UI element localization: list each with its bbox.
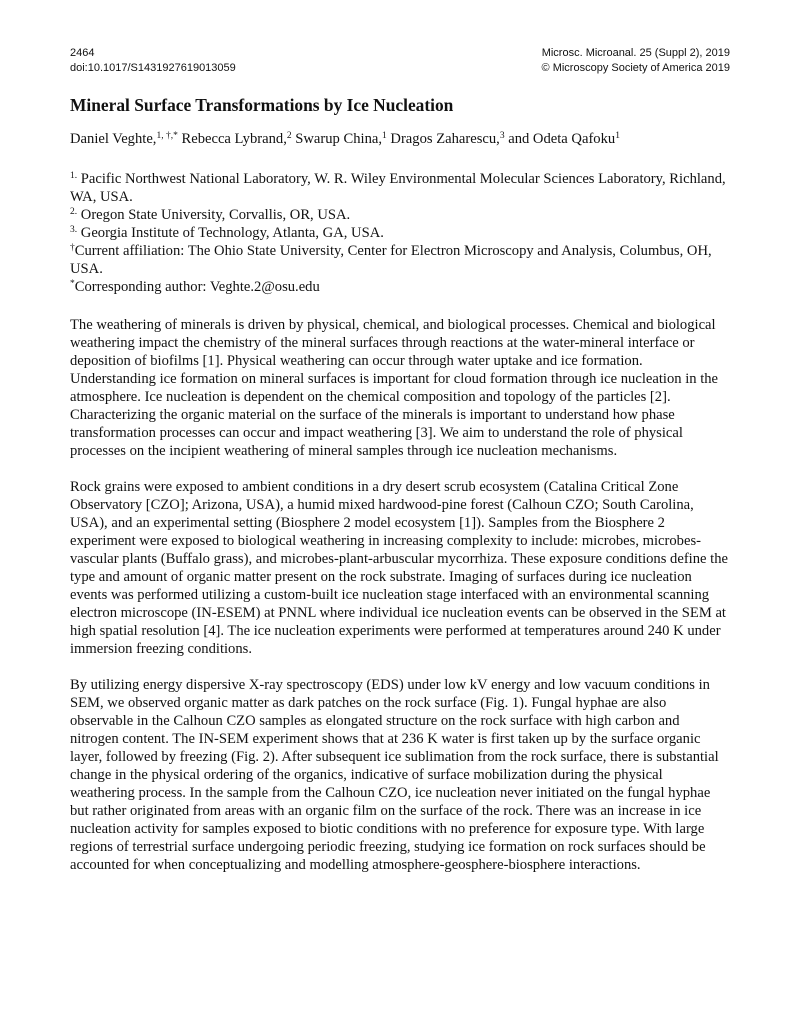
affiliation-text: Georgia Institute of Technology, Atlanta, GA, USA. bbox=[77, 225, 384, 241]
page-number: 2464 bbox=[70, 47, 95, 59]
affiliation-item bbox=[70, 278, 730, 296]
running-header-left bbox=[70, 46, 236, 76]
body-paragraph: The weathering of minerals is driven by physical, chemical, and biological processes. Chemical and biological weathering impact the chemistry of the mineral surfaces through reactions at the water-mineral interface or deposition of biofilms [1]. Physical weathering can occur through water uptake and ice formation. Understanding ice formation on mineral surfaces is important for cloud formation through ice nucleation in the atmosphere. Ice nucleation is dependent on the chemical composition and topology of the particles [2]. Characterizing the organic material on the surface of the minerals is important to understand how phase transformation processes can occur and impact weathering [3]. We aim to understand the role of physical processes on the incipient weathering of mineral samples through ice nucleation mechanisms. bbox=[70, 317, 719, 459]
affiliation-text: Corresponding author: Veghte.2@osu.edu bbox=[74, 279, 320, 295]
body-paragraph: Rock grains were exposed to ambient conditions in a dry desert scrub ecosystem (Catalina Critical Zone Observatory [CZO]; Arizona, USA), a humid mixed hardwood-pine forest (Calhoun CZO; South Carolina, USA), and an experimental setting (Biosphere 2 model ecosystem [1]). Samples from the Biosphere 2 experiment were exposed to biological weathering in increasing complexity to include: microbes, microbes-vascular plants (Buffalo grass), and microbes-plant-arbuscular mycorrhiza. These exposure conditions define the type and amount of organic matter present on the rock substrate. Imaging of surfaces during ice nucleation events was performed utilizing a custom-built ice nucleation stage interfaced with an environmental scanning electron microscope (IN-ESEM) at PNNL where individual ice nucleation events can be observed in the SEM at high spatial resolution [4]. The ice nucleation experiments were performed at temperatures around 240 K under immersion freezing conditions. bbox=[70, 479, 728, 657]
affiliation-mark: 3. bbox=[70, 225, 78, 235]
affiliation-list bbox=[70, 170, 730, 296]
body-paragraph: By utilizing energy dispersive X-ray spectroscopy (EDS) under low kV energy and low vacuum conditions in SEM, we observed organic matter as dark patches on the rock surface (Fig. 1). Fungal hyphae are also observable in the Calhoun CZO samples as elongated structure on the rock surface with high carbon and nitrogen content. The IN-SEM experiment shows that at 236 K water is first taken up by the surface organic layer, followed by freezing (Fig. 2). After subsequent ice sublimation from the rock surface, there is substantial change in the physical ordering of the organics, indicative of surface mobilization during the physical weathering process. In the sample from the Calhoun CZO, ice nucleation never initiated on the fungal hyphae but rather originated from areas with an organic film on the surface of the rock. There was an increase in ice nucleation activity for samples exposed to biotic conditions with no preference for exposure type. With large regions of terrestrial surface undergoing periodic freezing, studying ice formation on rock surfaces should be accounted for when conceptualizing and modelling atmosphere-geosphere-biosphere interactions. bbox=[70, 677, 719, 873]
affiliation-mark: † bbox=[70, 243, 75, 253]
author-name: and Odeta Qafoku bbox=[504, 131, 616, 147]
author-affiliation-mark: 2 bbox=[286, 131, 292, 141]
doi-text: doi:10.1017/S1431927619013059 bbox=[70, 62, 236, 74]
affiliation-item bbox=[70, 242, 730, 278]
affiliation-text: Oregon State University, Corvallis, OR, USA. bbox=[77, 207, 351, 223]
paper-title: Mineral Surface Transformations by Ice Nucleation bbox=[70, 95, 454, 115]
running-header-right bbox=[542, 46, 730, 76]
affiliation-mark: 2. bbox=[70, 207, 78, 217]
copyright-line: © Microscopy Society of America 2019 bbox=[541, 62, 730, 74]
affiliation-item bbox=[70, 170, 730, 206]
affiliation-text: Current affiliation: The Ohio State University, Center for Electron Microscopy and Analysis, Columbus, OH, USA. bbox=[70, 243, 712, 277]
author-affiliation-mark: 3 bbox=[499, 131, 505, 141]
author-affiliation-mark: 1 bbox=[382, 131, 387, 141]
author-name: Swarup China, bbox=[291, 131, 382, 147]
author-list bbox=[70, 130, 730, 148]
affiliation-item bbox=[70, 224, 730, 242]
affiliation-item bbox=[70, 206, 730, 224]
author-affiliation-mark: 1, †,* bbox=[156, 131, 178, 141]
author-name: Dragos Zaharescu, bbox=[386, 131, 500, 147]
affiliation-mark: 1. bbox=[70, 171, 78, 181]
affiliation-text: Pacific Northwest National Laboratory, W. R. Wiley Environmental Molecular Sciences Laboratory, Richland, WA, USA. bbox=[70, 171, 726, 205]
journal-citation: Microsc. Microanal. 25 (Suppl 2), 2019 bbox=[541, 47, 730, 59]
article-body bbox=[70, 94, 730, 892]
author-affiliation-mark: 1 bbox=[615, 131, 620, 141]
author-name: Daniel Veghte, bbox=[70, 131, 157, 147]
author-name: Rebecca Lybrand, bbox=[177, 131, 287, 147]
affiliation-mark: * bbox=[70, 279, 75, 289]
